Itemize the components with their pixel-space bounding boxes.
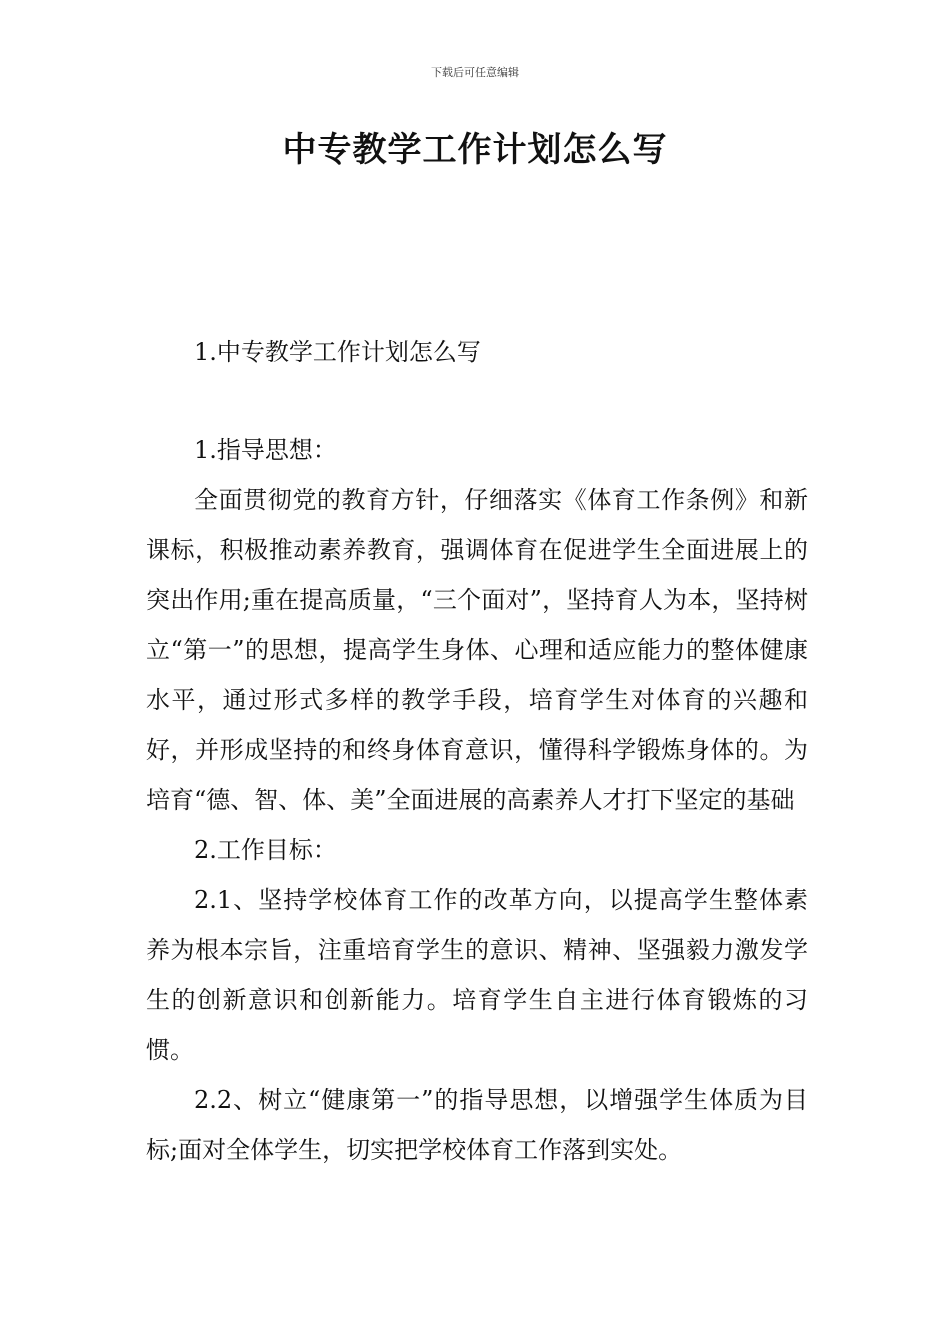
section-heading-1: 1.中专教学工作计划怎么写 xyxy=(194,338,481,366)
paragraph-goal-2-2: 2.2、树立“健康第一”的指导思想，以增强学生体质为目标;面对全体学生，切实把学校体育工作落到实处。 xyxy=(146,1086,808,1164)
section-heading-guiding-ideology: 1.指导思想： xyxy=(194,436,337,464)
paragraph-guiding-ideology: 全面贯彻党的教育方针，仔细落实《体育工作条例》和新课标，积极推动素养教育，强调体育在促进学生全面进展上的突出作用;重在提高质量，“三个面对”，坚持育人为本，坚持树立“第一”的思想，提高学生身体、心理和适应能力的整体健康水平，通过形式多样的教学手段，培育学生对体育的兴趣和好，并形成坚持的和终身体育意识，懂得科学锻炼身体的。为培育“德、智、体、美”全面进展的高素养人才打下坚定的基础 xyxy=(146,486,808,814)
section-heading-work-goals: 2.工作目标： xyxy=(194,836,337,864)
document-title: 中专教学工作计划怎么写 xyxy=(282,130,668,170)
paragraph-goal-2-1: 2.1、坚持学校体育工作的改革方向，以提高学生整体素养为根本宗旨，注重培育学生的意识、精神、坚强毅力激发学生的创新意识和创新能力。培育学生自主进行体育锻炼的习惯。 xyxy=(146,886,808,1064)
header-note: 下载后可任意编辑 xyxy=(431,66,519,79)
document-body xyxy=(146,327,808,1175)
blank-line xyxy=(146,377,808,425)
